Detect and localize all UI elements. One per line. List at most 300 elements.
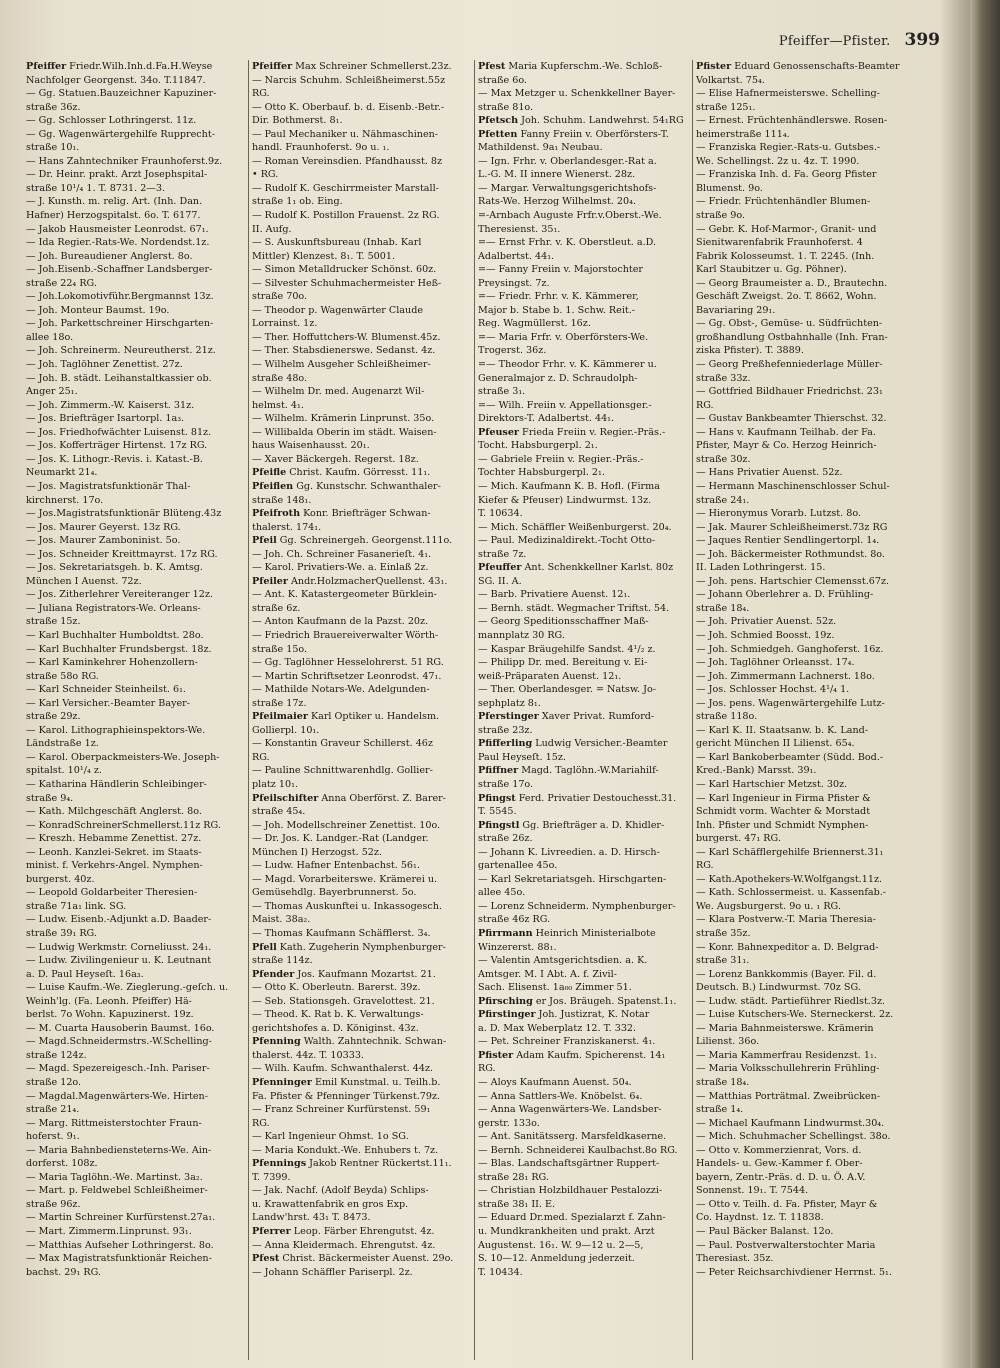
directory-line: — Maria Volksschullehrerin Frühling- <box>696 1063 880 1075</box>
directory-line: — Ludw. städt. Partieführer Riedlst.3z. <box>696 995 886 1007</box>
directory-line: — Georg Preßhefenniederlage Müller- <box>696 359 883 371</box>
directory-line: — Seb. Stationsgeh. Gravelottest. 21. <box>252 995 435 1007</box>
directory-line: — Kath. Schlossermeist. u. Kassenfab.- <box>696 887 887 899</box>
directory-line: — Wilh. Kaufm. Schwanthalerst. 44z. <box>252 1063 434 1075</box>
directory-line: — Joh. Modellschreiner Zenettist. 10o. <box>252 819 441 831</box>
column-4 <box>692 60 958 1360</box>
directory-line: Amtsger. M. I Abt. A. f. Zivil- <box>478 968 617 980</box>
directory-line: — Rudolf K. Geschirrmeister Marstall- <box>252 182 439 194</box>
directory-line: straße 29z. <box>26 711 81 723</box>
directory-line: Karl Staubitzer u. Gg. Pöhner). <box>696 264 847 276</box>
directory-line: — Matthias Porträtmal. Zweibrücken- <box>696 1090 881 1102</box>
directory-line: — Ludwig Werkmstr. Corneliusst. 24₁. <box>26 941 212 953</box>
directory-line: mannplatz 30 RG. <box>478 629 565 641</box>
directory-line: — Karl Kaminkehrer Hohenzollern- <box>26 657 198 669</box>
directory-line: — Joh. Parkettschreiner Hirschgarten- <box>26 318 214 330</box>
directory-line: — Joh. Ch. Schreiner Fasanerieſt. 4₁. <box>252 548 432 560</box>
directory-line: hoferst. 9₁. <box>26 1131 80 1143</box>
directory-line: — Martin Schriftsetzer Leonrodst. 47₁. <box>252 670 442 682</box>
directory-line: — Narcis Schuhm. Schleißheimerst.55z <box>252 74 446 86</box>
directory-line: — Gg. Wagenwärtergehilfe Rupprecht- <box>26 128 215 140</box>
directory-line: straße 17z. <box>252 697 307 709</box>
directory-line: — Gg. Obst-, Gemüse- u. Südfrüchten- <box>696 318 883 330</box>
directory-line: • RG. <box>252 169 279 181</box>
directory-line: — M. Cuarta Hausoberin Baumst. 16o. <box>26 1022 215 1034</box>
directory-line: — Gabriele Freiin v. Regier.-Präs.- <box>478 453 644 465</box>
directory-line: — Ludw. Hafner Entenbachst. 56₁. <box>252 860 420 872</box>
directory-line: Paul Heyseſt. 15z. <box>478 751 566 763</box>
directory-line: Pfeuffer Ant. Schenkkellner Karlst. 80z <box>478 562 674 574</box>
directory-line: — Michael Kaufmann Lindwurmst.30₄. <box>696 1117 885 1129</box>
directory-line: Pfender Jos. Kaufmann Mozartst. 21. <box>252 968 436 980</box>
directory-line: — Mathilde Notars-We. Adelgunden- <box>252 684 430 696</box>
directory-line: — Jos. Zitherlehrer Vereiteranger 12z. <box>26 589 213 601</box>
directory-line: Hafner) Herzogspitalst. 6o. T. 6177. <box>26 210 201 222</box>
directory-line: — Thomas Kaufmann Schäfflerst. 3₄. <box>252 928 431 939</box>
directory-line: — Franziska Inh. d. Fa. Georg Pfister <box>696 169 877 181</box>
directory-line: Reg. Wagmüllerst. 16z. <box>478 318 591 330</box>
directory-line: — Ther. Stabsdienerswe. Sedanst. 4z. <box>252 345 436 357</box>
directory-line: =— Friedr. Frhr. v. K. Kämmerer, <box>478 291 639 303</box>
directory-line: — Gg. Schlosser Lothringerst. 11z. <box>26 115 197 127</box>
directory-line: Kiefer & Pfeuser) Lindwurmst. 13z. <box>478 494 652 506</box>
directory-line: straße 33z. <box>696 372 751 384</box>
directory-line: Schmidt vorm. Wachter & Morstadt <box>696 806 871 818</box>
directory-line: — Pet. Schreiner Franziskanerst. 4₁. <box>478 1036 656 1048</box>
directory-line: heimerstraße 111₄. <box>696 128 790 140</box>
directory-line: S. 10—12. Anmeldung jederzeit. <box>478 1253 635 1265</box>
directory-line: — Valentin Amtsgerichtsdien. a. K. <box>478 955 648 967</box>
directory-line: — Karl Sekretariatsgeh. Hirschgarten- <box>478 873 667 885</box>
directory-line: — Barb. Privatiere Auenst. 12₁. <box>478 589 631 601</box>
directory-line: — Lorenz Bankkommis (Bayer. Fil. d. <box>696 968 877 980</box>
directory-line: weiß-Präparaten Auenst. 12₁. <box>478 670 622 682</box>
directory-line: — Maria Kammerfrau Residenzst. 1₁. <box>696 1049 877 1061</box>
directory-line: straße 1₁ ob. Eing. <box>252 196 343 208</box>
directory-line: — Ludw. Zivilingenieur u. K. Leutnant <box>26 955 212 967</box>
directory-line: straße 58o RG. <box>26 670 99 682</box>
directory-line: helmst. 4₁. <box>252 399 304 411</box>
directory-line: — Johann Oberlehrer a. D. Frühling- <box>696 589 874 601</box>
directory-line: — Martin Schreiner Kurfürstenst.27a₁. <box>26 1212 216 1224</box>
directory-line: straße 3₁. <box>478 386 526 398</box>
directory-line: — Matthias Aufseher Lothringerst. 8o. <box>26 1239 214 1251</box>
directory-line: — Friedr. Früchtenhändler Blumen- <box>696 196 871 208</box>
directory-line: Augustenst. 16₁. W. 9—12 u. 2—5, <box>478 1239 644 1251</box>
directory-line: — Karl Bankoberbeamter (Südd. Bod.- <box>696 751 884 763</box>
directory-line: ziska Pfister). T. 3889. <box>696 345 804 357</box>
directory-line: bachst. 29₁ RG. <box>26 1266 101 1278</box>
directory-line: — Otto v. Kommerzienrat, Vors. d. <box>696 1144 862 1156</box>
directory-line: straße 23z. <box>478 724 533 736</box>
directory-line: platz 10₁. <box>252 778 298 790</box>
directory-line: Direktors-T. Adalbertst. 44₁. <box>478 413 615 425</box>
directory-line: Pfingst Ferd. Privatier Destouchesst.31. <box>478 792 677 804</box>
directory-line: — Georg Speditionsschaffner Maß- <box>478 616 649 628</box>
directory-line: spitalst. 10¹/₄ z. <box>26 765 102 777</box>
directory-line: straße 10¹/₄ 1. T. 8731. 2—3. <box>26 182 166 194</box>
directory-line: RG. <box>252 88 270 100</box>
directory-line: — Friedrich Brauereiverwalter Wörth- <box>252 629 439 641</box>
directory-line: Tocht. Habsburgerpl. 2₁. <box>478 440 598 452</box>
directory-line: — Gebr. K. Hof-Marmor-, Granit- und <box>696 223 877 235</box>
directory-line: straße 71a₁ link. SG. <box>26 900 127 912</box>
directory-line: Pfiffner Magd. Taglöhn.-W.Mariahilf- <box>478 765 659 777</box>
directory-line: — Juliana Registrators-We. Orleans- <box>26 602 201 614</box>
directory-line: München I) Herzogst. 52z. <box>252 846 383 858</box>
directory-line: Maist. 38a₂. <box>252 914 311 926</box>
directory-line: — Dr. Heinr. prakt. Arzt Josephspital- <box>26 169 208 181</box>
directory-line: — Margar. Verwaltungsgerichtshofs- <box>478 182 657 194</box>
directory-line: SG. II. A. <box>478 575 522 587</box>
directory-line: — Wilhelm. Krämerin Linprunst. 35o. <box>252 413 435 425</box>
directory-line: — Gottfried Bildhauer Friedrichst. 23₁ <box>696 386 883 398</box>
page-number: 399 <box>904 30 940 50</box>
directory-line: — KonradSchreinerSchmellerst.11z RG. <box>26 819 221 831</box>
directory-line: Volkartst. 75₄. <box>696 74 765 86</box>
directory-line: Pfeiffer Friedr.Wilh.Inh.d.Fa.H.Weyse <box>26 61 213 72</box>
directory-line: — Joh. B. städt. Leihanstaltkassier ob. <box>26 372 212 384</box>
directory-line: straße 31₁. <box>696 955 750 967</box>
directory-line: Deutsch. B.) Lindwurmst. 70z SG. <box>696 982 861 994</box>
directory-line: — Jak. Nachf. (Adolf Beyda) Schlips- <box>252 1185 429 1197</box>
directory-line: Mathildenst. 9a₁ Neubau. <box>478 142 603 154</box>
directory-line: — Mart. Zimmerm.Linprunst. 93₁. <box>26 1226 192 1238</box>
directory-line: — Hermann Maschinenschlosser Schul- <box>696 480 890 492</box>
directory-line: Pfeifroth Konr. Briefträger Schwan- <box>252 508 431 520</box>
directory-line: — Kreszh. Hebamme Zenettist. 27z. <box>26 833 202 845</box>
directory-line: II. Laden Lothringerst. 15. <box>696 562 826 574</box>
directory-line: — Otto K. Oberleutn. Barerst. 39z. <box>252 982 421 994</box>
directory-line: Pfeilmaier Karl Optiker u. Handelsm. <box>252 711 440 723</box>
directory-line: — Blas. Landschaftsgärtner Ruppert- <box>478 1158 660 1170</box>
directory-line: — Anna Sattlers-We. Knöbelst. 6₄. <box>478 1090 643 1102</box>
directory-line: — Philipp Dr. med. Bereitung v. Ei- <box>478 657 648 669</box>
directory-line: Pfirstinger Joh. Justizrat, K. Notar <box>478 1009 650 1021</box>
directory-line: Gemüsehdlg. Bayerbrunnerst. 5o. <box>252 887 417 899</box>
directory-line: straße 70o. <box>252 291 308 303</box>
directory-line: Pfingstl Gg. Briefträger a. D. Khidler- <box>478 819 665 831</box>
directory-line: haus Waisenhausst. 20₁. <box>252 440 370 452</box>
directory-line: — Georg Braumeister a. D., Brautechn. <box>696 277 888 289</box>
directory-line: straße 24₁. <box>696 494 750 506</box>
directory-line: burgerst. 40z. <box>26 873 95 885</box>
directory-line: — Marg. Rittmeisterstochter Fraun- <box>26 1117 202 1129</box>
directory-line: — Joh. Schmied Boosst. 19z. <box>696 629 835 641</box>
directory-line: — Jos. pens. Wagenwärtergehilfe Lutz- <box>696 697 885 709</box>
directory-line: — Leopold Goldarbeiter Theresien- <box>26 887 198 899</box>
directory-line: gericht München II Lilienst. 65₄. <box>696 738 855 750</box>
directory-line: — Karl Versicher.-Beamter Bayer- <box>26 697 190 709</box>
directory-line: straße 18₄. <box>696 1077 750 1089</box>
directory-line: Fabrik Kolosseumst. 1. T. 2245. (Inh. <box>696 250 875 262</box>
directory-line: — Kath. Milchgeschäft Anglerst. 8o. <box>26 806 202 818</box>
directory-line: — Aloys Kaufmann Auenst. 50₄. <box>478 1077 632 1089</box>
directory-line: Geschäft Zweigst. 2o. T. 8662, Wohn. <box>696 291 877 303</box>
directory-line: — Maria Taglöhn.-We. Martinst. 3a₂. <box>26 1171 203 1183</box>
directory-line: — Mart. p. Feldwebel Schleißheimer- <box>26 1185 208 1197</box>
directory-line: Landw'hrst. 43₁ T. 8473. <box>252 1212 371 1224</box>
directory-line: Adalbertst. 44₁. <box>478 250 555 262</box>
directory-line: Dir. Bothmerst. 8₁. <box>252 115 343 127</box>
directory-line: — Mich. Schäffler Weißenburgerst. 20₄. <box>478 521 672 533</box>
directory-line: — Pauline Schnittwarenhdlg. Gollier- <box>252 765 433 777</box>
directory-line: straße 22₄ RG. <box>26 277 97 289</box>
directory-line: — Karl Schneider Steinheilst. 6₁. <box>26 684 186 696</box>
directory-line: — Franziska Regier.-Rats-u. Gutsbes.- <box>696 142 881 154</box>
directory-line: straße 7z. <box>478 548 527 560</box>
directory-line: Neumarkt 21₄. <box>26 467 98 479</box>
directory-line: — Jos. Maurer Zamboninist. 5o. <box>26 535 181 547</box>
directory-line: thalerst. 174₁. <box>252 521 322 533</box>
directory-line: Blumenst. 9o. <box>696 182 763 194</box>
directory-line: =-Arnbach Auguste Frfr.v.Oberst.-We. <box>478 210 662 222</box>
directory-line: — Kaspar Bräugehilfe Sandst. 4¹/₂ z. <box>478 643 656 655</box>
directory-line: — Joh. Schmiedgeh. Ganghoferst. 16z. <box>696 643 884 655</box>
directory-line: — Anna Wagenwärters-We. Landsber- <box>478 1104 662 1116</box>
directory-line: — Karl Ingenieur in Firma Pfister & <box>696 792 871 804</box>
directory-line: — Roman Vereinsdien. Pfandhausst. 8z <box>252 155 443 167</box>
directory-line: — Hans v. Kaufmann Teilhab. der Fa. <box>696 426 876 438</box>
directory-line: — Paul Mechaniker u. Nähmaschinen- <box>252 128 439 140</box>
directory-line: bayern, Zentr.-Präs. d. D. u. Ö. A.V. <box>696 1171 866 1183</box>
directory-line: — Magdal.Magenwärters-We. Hirten- <box>26 1090 208 1102</box>
directory-line: kirchnerst. 17o. <box>26 494 104 506</box>
directory-line: — Joh.Lokomotivführ.Bergmannst 13z. <box>26 291 214 303</box>
directory-line: — Willibalda Oberin im städt. Waisen- <box>252 426 437 438</box>
directory-line: We. Augsburgerst. 9o u. ₁ RG. <box>696 900 841 912</box>
directory-line: — Ernest. Früchtenhändlerswe. Rosen- <box>696 115 888 127</box>
directory-line: Rats-We. Herzog Wilhelmst. 20₄. <box>478 196 636 208</box>
directory-line: — Karl Hartschier Metzst. 30z. <box>696 778 848 790</box>
directory-line: — Wilhelm Ausgeher Schleißheimer- <box>252 359 431 371</box>
directory-line: — Joh. Zimmermann Lachnerst. 18o. <box>696 670 875 682</box>
directory-line: — Paul. Medizinaldirekt.-Tocht Otto- <box>478 535 656 547</box>
directory-line: — Luise Kutschers-We. Sterneckerst. 2z. <box>696 1009 894 1021</box>
directory-line: RG. <box>696 860 714 872</box>
directory-line: — Ant. Sanitätsserg. Marsfeldkaserne. <box>478 1131 667 1143</box>
directory-line: — Ther. Hoffuttchers-W. Blumenst.45z. <box>252 331 441 343</box>
directory-line: — Mich. Kaufmann K. B. Hofl. (Firma <box>478 480 660 492</box>
directory-line: — Karl Ingenieur Ohmst. 1o SG. <box>252 1131 409 1143</box>
directory-line: Handels- u. Gew.-Kammer f. Ober- <box>696 1158 863 1170</box>
directory-line: — Maria Bahnbediensteterns-We. Ain- <box>26 1144 212 1156</box>
directory-line: We. Schellingst. 2z u. 4z. T. 1990. <box>696 155 860 167</box>
directory-line: — Ludw. Eisenb.-Adjunkt a.D. Baader- <box>26 914 212 926</box>
directory-line: straße 81o. <box>478 101 534 113</box>
directory-line: — Karol. Oberpackmeisters-We. Joseph- <box>26 751 220 763</box>
directory-line: — Franz Schreiner Kurfürstenst. 59₁ <box>252 1104 431 1116</box>
directory-line: — Paul. Postverwalterstochter Maria <box>696 1239 876 1251</box>
directory-line: — Jaques Rentier Sendlingertorpl. 1₄. <box>696 535 880 547</box>
directory-line: Mittler) Klenzest. 8₁. T. 5001. <box>252 250 396 262</box>
directory-line: — Max Magistratsfunktionär Reichen- <box>26 1253 212 1265</box>
directory-line: — Jos. Sekretariatsgeh. b. K. Amtsg. <box>26 562 203 574</box>
directory-line: T. 5545. <box>478 806 517 818</box>
directory-line: — Katharina Händlerin Schleibinger- <box>26 778 207 790</box>
directory-line: Pfeiffer Max Schreiner Schmellerst.23z. <box>252 61 452 72</box>
column-2 <box>248 60 476 1360</box>
page-header <box>779 30 940 52</box>
directory-line: — Xaver Bäckergeh. Regerst. 18z. <box>252 453 419 465</box>
directory-line: — Anton Kaufmann de la Pazst. 20z. <box>252 616 429 628</box>
directory-line: — Otto K. Oberbauf. b. d. Eisenb.-Betr.- <box>252 101 445 113</box>
directory-line: =— Fanny Freiin v. Majorstochter <box>478 264 644 276</box>
directory-line: — Joh. Monteur Baumst. 19o. <box>26 304 170 316</box>
directory-line: — Ant. K. Katastergeometer Bürklein- <box>252 589 437 601</box>
directory-line: — Wilhelm Dr. med. Augenarzt Wil- <box>252 386 425 398</box>
directory-line: — Thomas Auskunftei u. Inkassogesch. <box>252 900 442 912</box>
directory-line: straße 35z. <box>696 928 751 939</box>
directory-line: — Jos. Maurer Geyerst. 13z RG. <box>26 521 181 533</box>
directory-line: — Hans Zahntechniker Fraunhoferst.9z. <box>26 155 223 167</box>
directory-line: — Jak. Maurer Schleißheimerst.73z RG <box>696 521 888 533</box>
directory-line: — Jos. Friedhofwächter Luisenst. 81z. <box>26 426 212 438</box>
directory-line: — Max Metzger u. Schenkkellner Bayer- <box>478 88 676 100</box>
directory-line: Tochter Habsburgerpl. 2₁. <box>478 467 605 479</box>
directory-line: — Jos. Schneider Kreittmayrst. 17z RG. <box>26 548 218 560</box>
directory-line: T. 10434. <box>478 1266 523 1278</box>
directory-line: München I Auenst. 72z. <box>26 575 142 587</box>
directory-line: — Johann K. Livreedien. a. D. Hirsch- <box>478 846 660 858</box>
directory-line: — Magd.Schneidermstrs.-W.Schelling- <box>26 1036 212 1048</box>
directory-line: Pfetsch Joh. Schuhm. Landwehrst. 54₁RG <box>478 115 684 127</box>
directory-line: — Anna Kleidermach. Ehrengutst. 4z. <box>252 1239 436 1251</box>
directory-line: — Jakob Hausmeister Leonrodst. 67₁. <box>26 223 209 235</box>
directory-line: — Silvester Schuhmachermeister Heß- <box>252 277 442 289</box>
directory-line: Pfirsching er Jos. Bräugeh. Spatenst.1₁. <box>478 995 677 1007</box>
directory-line: Pfest Maria Kupferschm.-We. Schloß- <box>478 61 663 72</box>
directory-line: straße 1₄. <box>696 1104 744 1116</box>
directory-line: — Joh. Privatier Auenst. 52z. <box>696 616 837 628</box>
directory-line: — Karl Schäfflergehilfe Briennerst.31₁ <box>696 846 884 858</box>
directory-line: straße 12o. <box>26 1077 82 1089</box>
directory-line: — Joh. Taglöhner Zenettist. 27z. <box>26 359 183 371</box>
directory-line: a. D. Paul Heyseſt. 16a₃. <box>26 968 144 980</box>
directory-line: Lorrainst. 1z. <box>252 318 318 330</box>
directory-line: — Jos. Briefträger Isartorpl. 1a₃. <box>26 413 185 425</box>
directory-line: Nachfolger Georgenst. 34o. T.11847. <box>26 74 206 86</box>
directory-line: sephplatz 8₁. <box>478 697 541 709</box>
directory-line: — Klara Postverw.-T. Maria Theresia- <box>696 914 876 926</box>
directory-line: straße 30z. <box>696 453 751 465</box>
directory-line: Pfeuser Frieda Freiin v. Regier.-Präs.- <box>478 426 666 438</box>
directory-line: u. Mundkrankheiten und prakt. Arzt <box>478 1226 655 1238</box>
directory-line: straße 21₄. <box>26 1104 80 1116</box>
directory-line: Generalmajor z. D. Schraudolph- <box>478 372 638 384</box>
directory-line: T. 10634. <box>478 508 523 520</box>
directory-line: — Joh. Bureaudiener Anglerst. 8o. <box>26 250 193 262</box>
directory-line: allee 45o. <box>478 887 526 899</box>
directory-line: Trogerst. 36z. <box>478 345 547 357</box>
directory-line: Weinh'lg. (Fa. Leonh. Pfeiffer) Hä- <box>26 995 192 1007</box>
directory-line: allee 18o. <box>26 331 74 343</box>
directory-line: — Mich. Schuhmacher Schellingst. 38o. <box>696 1131 891 1143</box>
directory-line: — Joh. Schreinerm. Neureutherst. 21z. <box>26 345 216 357</box>
directory-line: — Ign. Frhr. v. Oberlandesger.-Rat a. <box>478 155 657 167</box>
directory-line: — Paul Bäcker Balanst. 12o. <box>696 1226 834 1238</box>
directory-line: handl. Fraunhoferst. 9o u. ₁. <box>252 142 390 154</box>
directory-line: — Maria Bahnmeisterswe. Krämerin <box>696 1022 874 1034</box>
directory-line: Fa. Pfister & Pfenninger Türkenst.79z. <box>252 1090 441 1102</box>
directory-line: — Bernh. Schneiderei Kaulbachst.8o RG. <box>478 1144 678 1156</box>
directory-line: — Kath.Apothekers-W.Wolfgangst.11z. <box>696 873 883 885</box>
directory-line: burgerst. 47₁ RG. <box>696 833 781 845</box>
directory-line: — Karl Buchhalter Humboldtst. 28o. <box>26 629 204 641</box>
directory-line: Theresienst. 35₁. <box>478 223 561 235</box>
directory-line: — Eduard Dr.med. Spezialarzt f. Zahn- <box>478 1212 666 1224</box>
directory-line: Pfeilschifter Anna Oberförst. Z. Barer- <box>252 792 446 804</box>
directory-line: — Leonh. Kanzlei-Sekret. im Staats- <box>26 846 202 858</box>
directory-line: minist. f. Verkehrs-Angel. Nymphen- <box>26 860 203 872</box>
directory-line: Sach. Elisenst. 1a₀₀ Zimmer 51. <box>478 982 632 994</box>
directory-line: straße 124z. <box>26 1049 87 1061</box>
directory-line: — Joh. Bäckermeister Rothmundst. 8o. <box>696 548 885 560</box>
directory-line: straße 17o. <box>478 778 534 790</box>
directory-line: — Joh. Zimmerm.-W. Kaiserst. 31z. <box>26 399 195 411</box>
directory-line: straße 46z RG. <box>478 914 551 926</box>
directory-line: T. 7399. <box>252 1171 291 1183</box>
directory-line: — Konstantin Graveur Schillerst. 46z <box>252 738 433 750</box>
directory-line: straße 6z. <box>252 602 301 614</box>
directory-line: straße 125₁. <box>696 101 756 113</box>
column-3 <box>474 60 694 1360</box>
directory-line: Gollierpl. 10₁. <box>252 724 320 736</box>
directory-line: straße 6o. <box>478 74 527 86</box>
directory-line: straße 148₁. <box>252 494 312 506</box>
directory-line: — S. Auskunftsbureau (Inhab. Karl <box>252 237 422 249</box>
directory-line: Pfeiler Andr.HolzmacherQuellenst. 43₁. <box>252 575 448 587</box>
directory-line: — Joh.Eisenb.-Schaffner Landsberger- <box>26 264 213 276</box>
directory-line: Ländstraße 1z. <box>26 738 99 750</box>
directory-line: — Elise Hafnermeisterswe. Schelling- <box>696 88 880 100</box>
directory-line: Pfeiflen Gg. Kunstschr. Schwanthaler- <box>252 480 441 492</box>
directory-line: RG. <box>478 1063 496 1075</box>
directory-line: — Bernh. städt. Wegmacher Triftst. 54. <box>478 602 670 614</box>
directory-line: Pferrer Leop. Färber Ehrengutst. 4z. <box>252 1226 435 1238</box>
directory-line: — Theod. K. Rat b. K. Verwaltungs- <box>252 1009 424 1021</box>
directory-line: dorferst. 108z. <box>26 1158 98 1170</box>
directory-line: — Maria Kondukt.-We. Enhubers t. 7z. <box>252 1144 439 1156</box>
directory-line: — Luise Kaufm.-We. Zieglerung.-geſch. u. <box>26 982 229 994</box>
directory-line: straße 26z. <box>478 833 533 845</box>
directory-line: gerichtshofes a. D. Königinst. 43z. <box>252 1022 419 1034</box>
directory-line: straße 118o. <box>696 711 758 723</box>
directory-line: =— Wilh. Freiin v. Appellationsger.- <box>478 399 652 411</box>
directory-line: — Magd. Vorarbeiterswe. Krämerei u. <box>252 873 438 885</box>
directory-line: Pfennings Jakob Rentner Rückertst.11₁. <box>252 1158 452 1170</box>
directory-line: straße 96z. <box>26 1198 81 1210</box>
directory-line: — Ther. Oberlandesger. = Natsw. Jo- <box>478 684 656 696</box>
directory-line: RG. <box>252 1117 270 1129</box>
directory-line: straße 15o. <box>252 643 308 655</box>
directory-line: Kred.-Bank) Marsst. 39₁. <box>696 765 817 777</box>
directory-line: Preysingst. 7z. <box>478 277 550 289</box>
directory-line: Pfeil Gg. Schreinergeh. Georgenst.111o. <box>252 535 453 547</box>
directory-line: berlst. 7o Wohn. Kapuzinerst. 19z. <box>26 1009 194 1021</box>
directory-line: — Peter Reichsarchivdiener Herrnst. 5₁. <box>696 1266 892 1278</box>
directory-line: Pfetten Fanny Freiin v. Oberförsters-T. <box>478 128 669 140</box>
directory-line: — Karl Buchhalter Frundsbergst. 18z. <box>26 643 212 655</box>
directory-line: gartenallee 45o. <box>478 860 558 872</box>
directory-line: straße 9o. <box>696 210 745 222</box>
directory-line: RG. <box>696 399 714 411</box>
directory-line: — Hans Privatier Auenst. 52z. <box>696 467 843 479</box>
directory-line: straße 36z. <box>26 101 81 113</box>
directory-line: — Theodor p. Wagenwärter Claude <box>252 304 424 316</box>
directory-line: Pfifferling Ludwig Versicher.-Beamter <box>478 738 668 750</box>
directory-line: Pfister Adam Kaufm. Spicherenst. 14₁ <box>478 1049 666 1061</box>
